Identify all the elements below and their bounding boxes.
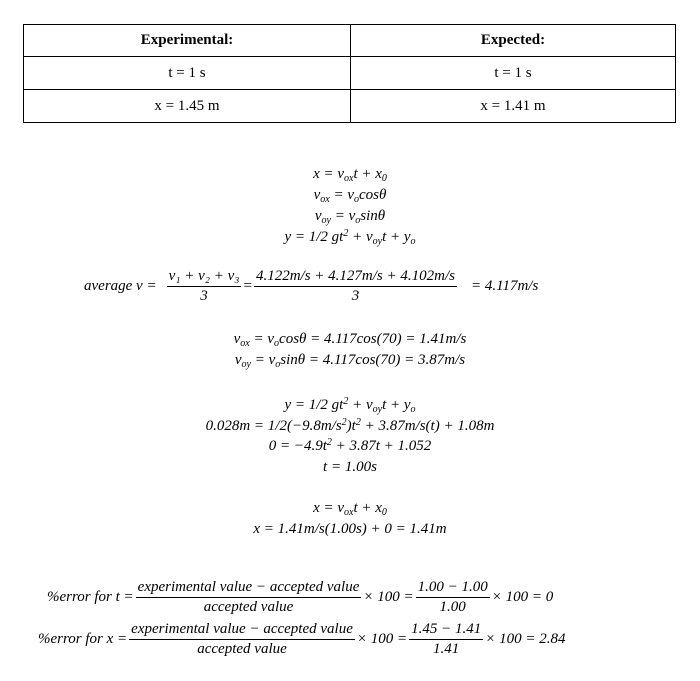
results-table	[23, 24, 676, 123]
average-result: = 4.117m/s	[470, 278, 539, 294]
header-expected: Expected:	[351, 25, 676, 57]
eq-voy-value: $v_{oy} = v_o\sin\theta = 4.117\cos(70) = 3.87m/s$	[234, 352, 466, 370]
error-t-values: $\frac{1.00 - 1.00}{1.00}$	[417, 579, 488, 615]
error-t-fraction: $\frac{\text{experimental value − accepted value}}{\text{accepted value}}$	[137, 579, 360, 615]
cell-expected-t: t = 1 s	[351, 57, 676, 90]
error-t-result: × 100 = 0	[491, 589, 554, 605]
error-x-result: × 100 = 2.84	[485, 631, 566, 647]
error-x-fraction: $\frac{\text{experimental value − accepted value}}{\text{accepted value}}$	[131, 621, 353, 657]
eq-y-substituted: $0.028m = 1/2(-9.8m/s^2)t^2 + 3.87m/s(t) + 1.08m$	[205, 417, 495, 434]
cell-experimental-x: x = 1.45 m	[24, 90, 351, 123]
table-row	[24, 57, 676, 90]
error-t-mult: × 100 =	[363, 589, 414, 605]
eq-position-x: $x = v_{ox}t + x_0$	[313, 166, 387, 184]
eq-vox-value: $v_{ox} = v_o\cos\theta = 4.117\cos(70) = 1.41m/s$	[233, 331, 467, 349]
cell-expected-x: x = 1.41 m	[351, 90, 676, 123]
eq-x-result: x = 1.41m/s(1.00s) + 0 = 1.41m	[253, 521, 447, 537]
eq-error-x	[38, 621, 565, 658]
header-experimental: Experimental:	[24, 25, 351, 57]
error-x-values: $\frac{1.45 - 1.41}{1.41}$	[411, 621, 482, 657]
eq-y-general: y = 1/2 $gt^2 + v_{oy}t + y_o$	[284, 396, 416, 415]
eq-t-result: t = 1.00s	[323, 459, 377, 475]
average-fraction-numeric: $\frac{4.122m/s + 4.127m/s + 4.102m/s}{3}$	[255, 268, 455, 304]
average-equals: =	[243, 278, 252, 294]
eq-error-t	[47, 579, 553, 616]
error-x-label: %error for x =	[38, 631, 128, 647]
average-fraction-symbolic: $\frac{\text{v₁ + v₂ + v₃}}{3}$	[168, 268, 240, 304]
eq-voy: $v_{oy} = v_o\sin\theta$	[314, 208, 386, 226]
error-x-mult: × 100 =	[356, 631, 408, 647]
error-t-label: %error for t =	[47, 589, 134, 605]
cell-experimental-t: t = 1 s	[24, 57, 351, 90]
eq-vox: $v_{ox} = v_o\cos\theta$	[313, 187, 387, 205]
eq-x-general: $x = v_{ox}t + x_0$	[313, 500, 387, 518]
eq-position-y: y = 1/2 $gt^2 + v_{oy}t + y_o$	[284, 228, 416, 247]
table-header-row	[24, 25, 676, 57]
eq-average-velocity	[84, 268, 644, 305]
eq-quadratic: $0 = -4.9t^2 + 3.87t + 1.052$	[268, 437, 432, 454]
table-row	[24, 90, 676, 123]
average-label: average v =	[84, 278, 157, 294]
